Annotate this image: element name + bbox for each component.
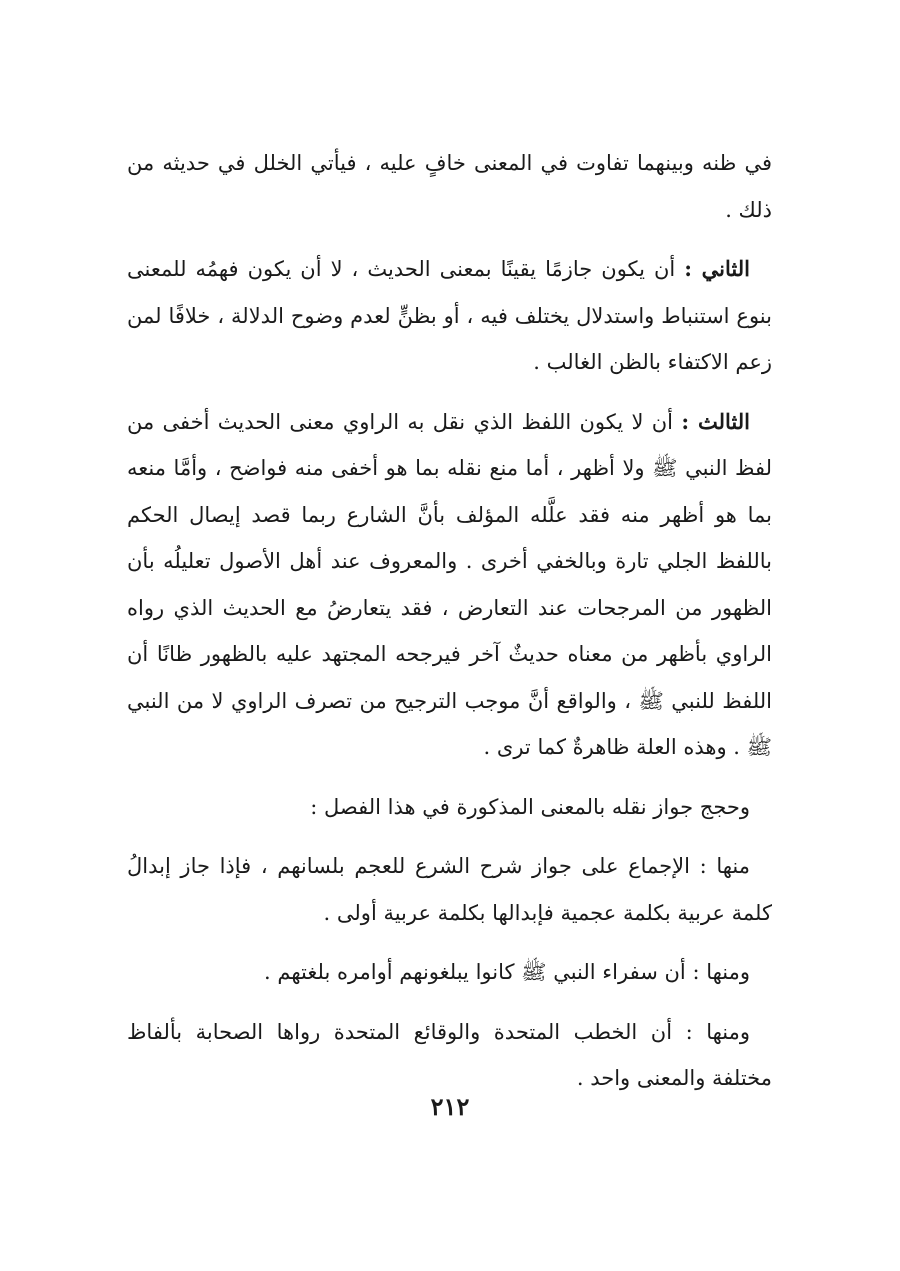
paragraph-text: وحجج جواز نقله بالمعنى المذكورة في هذا الفصل : [310, 794, 750, 819]
paragraph-lead: الثالث : [681, 408, 750, 434]
paragraph-argument-3 [127, 1009, 772, 1102]
page-body [127, 140, 772, 1115]
paragraph-continuation [127, 140, 772, 233]
page-number: ٢١٢ [430, 1092, 470, 1121]
paragraph-text: أن الخطب المتحدة والوقائع المتحدة رواها الصحابة بألفاظ مختلفة والمعنى واحد . [127, 1019, 772, 1090]
paragraph-text: أن سفراء النبي ﷺ كانوا يبلغونهم أوامره بلغتهم . [264, 960, 693, 984]
paragraph-lead: ومنها : [692, 960, 750, 984]
paragraph-text: أن لا يكون اللفظ الذي نقل به الراوي معنى الحديث أخفى من لفظ النبي ﷺ ولا أظهر ، أما منع نقله بما هو أخفى منه فواضح ، وأمَّا منعه بما هو أظهر منه فقد علَّله المؤلف بأنَّ الشارع ربما قصد إيصال الحكم باللفظ الجلي تارة وبالخفي أخرى . والمعروف عند أهل الأصول تعليلُه بأن الظهور من المرجحات عند التعارض ، فقد يتعارضُ مع الحديث الذي رواه الراوي بأظهر من معناه حديثٌ آخر فيرجحه المجتهد عليه بالظهور ظانًا أن اللفظ للنبي ﷺ ، والواقع أنَّ موجب الترجيح من تصرف الراوي لا من النبي ﷺ . وهذه العلة ظاهرةٌ كما ترى . [127, 409, 772, 759]
paragraph-text: أن يكون جازمًا يقينًا بمعنى الحديث ، لا أن يكون فهمُه للمعنى بنوع استنباط واستدلال يختلف فيه ، أو بظنٍّ لعدم وضوح الدلالة ، خلافًا لمن زعم الاكتفاء بالظن الغالب . [127, 257, 772, 374]
paragraph-lead: ومنها : [685, 1019, 751, 1044]
paragraph-argument-1 [127, 843, 772, 936]
paragraph-arguments-intro [127, 784, 772, 831]
paragraph-lead: الثاني : [684, 256, 750, 281]
paragraph-text: في ظنه وبينهما تفاوت في المعنى خافٍ عليه ، فيأتي الخلل في حديثه من ذلك . [127, 151, 772, 222]
paragraph-argument-2 [127, 949, 772, 996]
paragraph-text: الإجماع على جواز شرح الشرع للعجم بلسانهم ، فإذا جاز إبدالُ كلمة عربية بكلمة عجمية فإبدالها بكلمة عربية أولى . [127, 854, 772, 925]
paragraph-third-condition [127, 399, 772, 771]
paragraph-lead: منها : [699, 854, 750, 878]
paragraph-second-condition [127, 246, 772, 386]
